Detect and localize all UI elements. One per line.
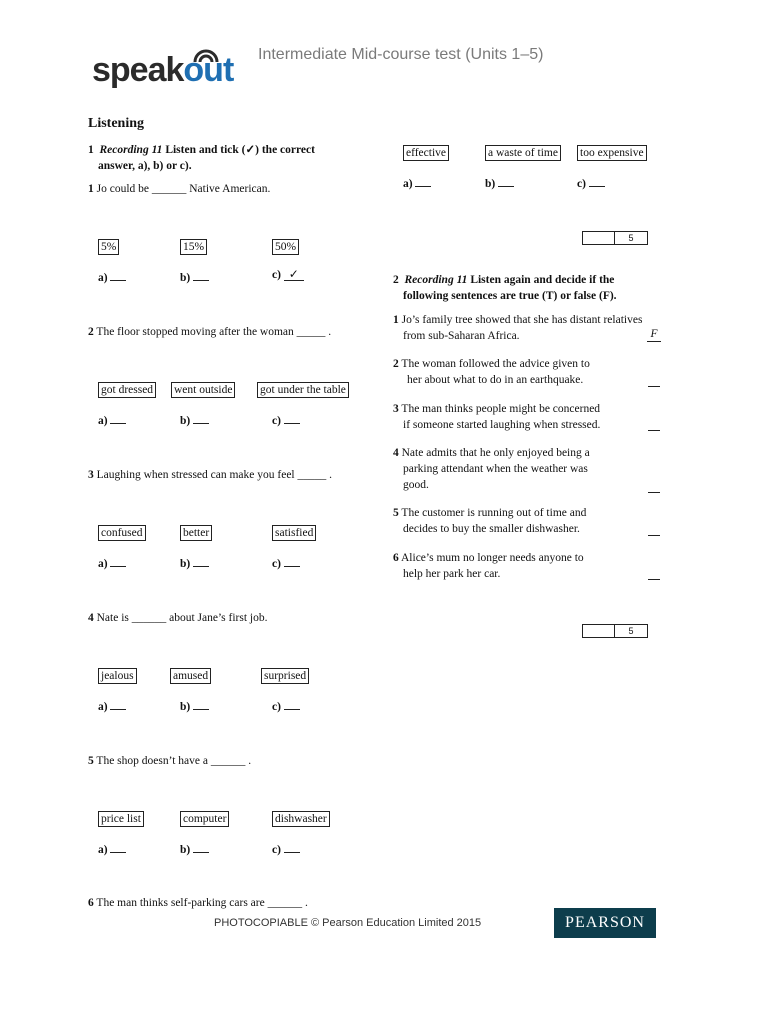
label-c: c) (272, 269, 281, 281)
q3-number: 3 (88, 469, 94, 481)
part1-instruction-text: Listen and tick (✓) the correct (165, 144, 315, 156)
question-5 (88, 753, 251, 769)
tf2-line2: her about what to do in an earthquake. (407, 374, 584, 386)
label-c: c) (272, 844, 281, 856)
answer-blank[interactable] (193, 412, 209, 424)
label-a: a) (98, 415, 108, 427)
q5-answer-a[interactable] (98, 841, 126, 856)
q4-option-a: jealous (98, 668, 137, 684)
q6-answer-b[interactable] (485, 175, 514, 190)
speakout-logo (92, 42, 252, 92)
tf5-line2: decides to buy the smaller dishwasher. (403, 523, 580, 535)
q6-text: The man thinks self-parking cars are ______ . (96, 897, 308, 909)
q2-answer-c[interactable] (272, 412, 300, 427)
label-a: a) (98, 558, 108, 570)
part2-instruction (393, 272, 663, 304)
label-c: c) (272, 558, 281, 570)
q1-text: Jo could be ______ Native American. (96, 183, 271, 195)
q5-option-a: price list (98, 811, 144, 827)
q2-option-c: got under the table (257, 382, 349, 398)
tick-mark-icon[interactable]: ✓ (284, 269, 304, 281)
label-a: a) (98, 701, 108, 713)
section-heading: Listening (88, 116, 145, 131)
tf-item-3 (393, 401, 641, 433)
q2-option-a: got dressed (98, 382, 156, 398)
tf6-line1: Alice’s mum no longer needs anyone to (401, 552, 584, 564)
score-total: 5 (628, 626, 634, 636)
label-b: b) (180, 415, 191, 427)
tf1-answer[interactable]: F (647, 328, 661, 342)
part2-number: 2 (393, 274, 399, 286)
answer-blank[interactable] (284, 841, 300, 853)
tf-item-2 (393, 356, 641, 388)
tf4-line1: Nate admits that he only enjoyed being a (401, 447, 590, 459)
q3-answer-a[interactable] (98, 555, 126, 570)
q5-number: 5 (88, 755, 94, 767)
tf2-line1: The woman followed the advice given to (401, 358, 590, 370)
part1-score-box (582, 231, 648, 245)
tf1-line2: from sub-Saharan Africa. (403, 330, 520, 342)
answer-blank[interactable] (415, 175, 431, 187)
answer-blank[interactable] (110, 698, 126, 710)
tf1-line1: Jo’s family tree showed that she has distant relatives (401, 314, 643, 326)
tf4-line2: parking attendant when the weather was (403, 463, 588, 475)
tf5-line1: The customer is running out of time and (401, 507, 587, 519)
q4-answer-a[interactable] (98, 698, 126, 713)
score-input-cell[interactable] (583, 625, 615, 637)
q6-option-a: effective (403, 145, 449, 161)
q2-number: 2 (88, 326, 94, 338)
answer-blank[interactable] (284, 555, 300, 567)
logo-out: out (183, 51, 234, 89)
tf6-answer-blank[interactable] (648, 578, 660, 580)
question-4 (88, 610, 268, 626)
q1-option-a: 5% (98, 239, 119, 255)
tf4-answer-blank[interactable] (648, 491, 660, 493)
tf2-number: 2 (393, 358, 399, 370)
pearson-logo: PEARSON (554, 908, 656, 938)
footer-copyright: PHOTOCOPIABLE © Pearson Education Limited 2015 (214, 917, 482, 929)
part2-instruction-text2: following sentences are true (T) or false (F). (403, 290, 617, 302)
q3-option-c: satisfied (272, 525, 316, 541)
label-a: a) (403, 178, 413, 190)
label-b: b) (180, 701, 191, 713)
tf-item-6 (393, 550, 641, 582)
part1-recording: Recording 11 (99, 144, 163, 156)
answer-blank[interactable] (284, 412, 300, 424)
tf5-answer-blank[interactable] (648, 534, 660, 536)
answer-blank[interactable] (110, 841, 126, 853)
score-total: 5 (628, 233, 634, 243)
q5-text: The shop doesn’t have a ______ . (96, 755, 252, 767)
logo-speak: speak (92, 51, 184, 89)
test-title: Intermediate Mid-course test (Units 1–5) (258, 46, 544, 63)
q5-option-c: dishwasher (272, 811, 330, 827)
q2-option-b: went outside (171, 382, 235, 398)
q4-option-b: amused (170, 668, 211, 684)
q2-answer-a[interactable] (98, 412, 126, 427)
answer-blank[interactable] (193, 555, 209, 567)
q6-option-b: a waste of time (485, 145, 561, 161)
answer-blank[interactable] (589, 175, 605, 187)
q6-answer-c[interactable] (577, 175, 605, 190)
question-2 (88, 324, 331, 340)
tf4-line3: good. (403, 479, 429, 491)
q4-text: Nate is ______ about Jane’s first job. (96, 612, 268, 624)
tf3-number: 3 (393, 403, 399, 415)
label-b: b) (180, 272, 191, 284)
answer-blank[interactable] (193, 698, 209, 710)
label-b: b) (180, 844, 191, 856)
label-b: b) (485, 178, 496, 190)
answer-blank[interactable] (110, 269, 126, 281)
part2-score-box (582, 624, 648, 638)
question-6 (88, 895, 308, 911)
tf5-number: 5 (393, 507, 399, 519)
label-a: a) (98, 272, 108, 284)
question-3 (88, 467, 332, 483)
q3-text: Laughing when stressed can make you feel _____ . (96, 469, 332, 481)
tf3-line1: The man thinks people might be concerned (401, 403, 601, 415)
answer-blank[interactable] (110, 412, 126, 424)
q1-answer-c[interactable] (272, 269, 304, 281)
q1-answer-b[interactable] (180, 269, 209, 284)
tf-item-1 (393, 312, 683, 344)
q4-answer-c[interactable] (272, 698, 300, 713)
answer-blank[interactable] (284, 698, 300, 710)
part1-instruction (88, 142, 358, 174)
tf6-line2: help her park her car. (403, 568, 501, 580)
question-1 (88, 181, 270, 197)
label-a: a) (98, 844, 108, 856)
q4-number: 4 (88, 612, 94, 624)
part2-instruction-text: Listen again and decide if the (470, 274, 615, 286)
q3-answer-b[interactable] (180, 555, 209, 570)
label-c: c) (577, 178, 586, 190)
q6-answer-a[interactable] (403, 175, 431, 190)
tf6-number: 6 (393, 552, 399, 564)
tf-item-5 (393, 505, 641, 537)
q1-number: 1 (88, 183, 94, 195)
signal-arc-icon (191, 42, 221, 64)
tf1-number: 1 (393, 314, 399, 326)
answer-blank[interactable] (110, 555, 126, 567)
q4-option-c: surprised (261, 668, 309, 684)
label-b: b) (180, 558, 191, 570)
part1-instruction-text2: answer, a), b) or c). (98, 160, 192, 172)
q5-answer-b[interactable] (180, 841, 209, 856)
q2-text: The floor stopped moving after the woman _____ . (96, 326, 332, 338)
q5-option-b: computer (180, 811, 229, 827)
q3-option-b: better (180, 525, 212, 541)
q3-answer-c[interactable] (272, 555, 300, 570)
label-c: c) (272, 701, 281, 713)
tf2-answer-blank[interactable] (648, 385, 660, 387)
q5-answer-c[interactable] (272, 841, 300, 856)
q2-answer-b[interactable] (180, 412, 209, 427)
label-c: c) (272, 415, 281, 427)
tf3-line2: if someone started laughing when stressed. (403, 419, 601, 431)
tf4-number: 4 (393, 447, 399, 459)
answer-blank[interactable] (193, 841, 209, 853)
q1-option-b: 15% (180, 239, 207, 255)
q1-option-c: 50% (272, 239, 299, 255)
q3-option-a: confused (98, 525, 146, 541)
part1-number: 1 (88, 144, 94, 156)
q4-answer-b[interactable] (180, 698, 209, 713)
tf-item-4 (393, 445, 641, 493)
q6-option-c: too expensive (577, 145, 647, 161)
answer-blank[interactable] (193, 269, 209, 281)
q1-answer-a[interactable] (98, 269, 126, 284)
q6-number: 6 (88, 897, 94, 909)
part2-recording: Recording 11 (404, 274, 468, 286)
tf3-answer-blank[interactable] (648, 429, 660, 431)
score-input-cell[interactable] (583, 232, 615, 244)
answer-blank[interactable] (498, 175, 514, 187)
